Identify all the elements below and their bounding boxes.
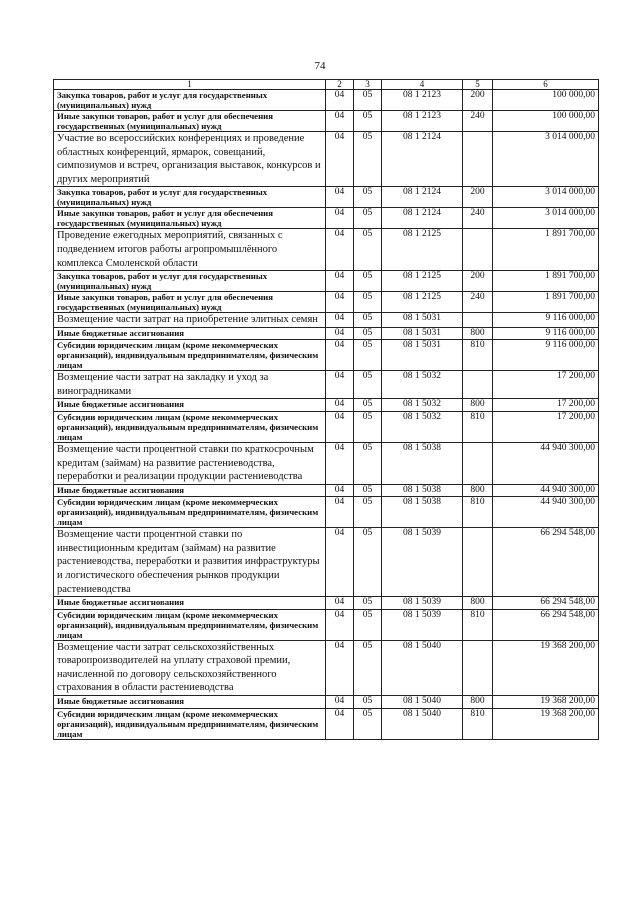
- section-code: 04: [326, 90, 354, 111]
- expense-name: Иные бюджетные ассигнования: [54, 484, 326, 497]
- expense-type-code: 810: [463, 708, 493, 739]
- expense-name: Субсидии юридическим лицам (кроме некоммерческих организаций), индивидуальным предпринимателям, физическим лицам: [54, 708, 326, 739]
- amount: 1 891 700,00: [493, 229, 599, 271]
- table-row: [54, 411, 599, 442]
- table-row: [54, 292, 599, 313]
- expense-name: Иные закупки товаров, работ и услуг для обеспечения государственных (муниципальных) нужд: [54, 111, 326, 132]
- amount: 66 294 548,00: [493, 609, 599, 640]
- amount: 19 368 200,00: [493, 696, 599, 709]
- expense-type-code: [463, 640, 493, 695]
- subsection-code: 05: [354, 640, 382, 695]
- expense-type-code: [463, 132, 493, 187]
- expense-name: Участие во всероссийских конференциях и проведение областных конференций, ярмарок, совещаний, симпозиумов и встреч, организация выставок, конкурсов и других мероприятий: [54, 132, 326, 187]
- subsection-code: 05: [354, 187, 382, 208]
- amount: 3 014 000,00: [493, 208, 599, 229]
- subsection-code: 05: [354, 340, 382, 371]
- section-code: 04: [326, 411, 354, 442]
- expense-type-code: 800: [463, 696, 493, 709]
- expense-name: Иные бюджетные ассигнования: [54, 597, 326, 610]
- column-header: 2: [326, 80, 354, 90]
- section-code: 04: [326, 132, 354, 187]
- table-row: [54, 442, 599, 484]
- target-article-code: 08 1 2125: [382, 271, 463, 292]
- section-code: 04: [326, 371, 354, 399]
- target-article-code: 08 1 2124: [382, 187, 463, 208]
- amount: 66 294 548,00: [493, 528, 599, 597]
- subsection-code: 05: [354, 90, 382, 111]
- table-row: [54, 111, 599, 132]
- subsection-code: 05: [354, 132, 382, 187]
- subsection-code: 05: [354, 371, 382, 399]
- subsection-code: 05: [354, 399, 382, 412]
- expense-type-code: 810: [463, 340, 493, 371]
- table-row: [54, 640, 599, 695]
- section-code: 04: [326, 442, 354, 484]
- subsection-code: 05: [354, 271, 382, 292]
- expense-name: Закупка товаров, работ и услуг для государственных (муниципальных) нужд: [54, 187, 326, 208]
- section-code: 04: [326, 313, 354, 328]
- section-code: 04: [326, 708, 354, 739]
- target-article-code: 08 1 5032: [382, 411, 463, 442]
- section-code: 04: [326, 327, 354, 340]
- target-article-code: 08 1 2124: [382, 132, 463, 187]
- target-article-code: 08 1 5040: [382, 640, 463, 695]
- subsection-code: 05: [354, 208, 382, 229]
- amount: 1 891 700,00: [493, 271, 599, 292]
- section-code: 04: [326, 597, 354, 610]
- amount: 17 200,00: [493, 399, 599, 412]
- table-row: [54, 229, 599, 271]
- subsection-code: 05: [354, 292, 382, 313]
- expense-name: Возмещение части затрат сельскохозяйственных товаропроизводителей на уплату страховой премии, начисленной по договору сельскохозяйственного страхования в области растениеводства: [54, 640, 326, 695]
- section-code: 04: [326, 187, 354, 208]
- expense-type-code: [463, 442, 493, 484]
- amount: 100 000,00: [493, 90, 599, 111]
- page-number: 74: [314, 60, 326, 72]
- column-header: 3: [354, 80, 382, 90]
- subsection-code: 05: [354, 111, 382, 132]
- expense-name: Закупка товаров, работ и услуг для государственных (муниципальных) нужд: [54, 90, 326, 111]
- section-code: 04: [326, 528, 354, 597]
- column-header: 6: [493, 80, 599, 90]
- expense-name: Иные бюджетные ассигнования: [54, 327, 326, 340]
- expense-type-code: 200: [463, 90, 493, 111]
- amount: 17 200,00: [493, 411, 599, 442]
- target-article-code: 08 1 5031: [382, 327, 463, 340]
- section-code: 04: [326, 497, 354, 528]
- target-article-code: 08 1 5040: [382, 696, 463, 709]
- target-article-code: 08 1 5031: [382, 340, 463, 371]
- expense-type-code: 810: [463, 609, 493, 640]
- budget-table: [53, 79, 599, 740]
- expense-type-code: 810: [463, 411, 493, 442]
- section-code: 04: [326, 640, 354, 695]
- table-row: [54, 340, 599, 371]
- expense-name: Иные закупки товаров, работ и услуг для обеспечения государственных (муниципальных) нужд: [54, 292, 326, 313]
- table-row: [54, 271, 599, 292]
- table-row: [54, 371, 599, 399]
- table-row: [54, 327, 599, 340]
- expense-type-code: 200: [463, 187, 493, 208]
- target-article-code: 08 1 2125: [382, 292, 463, 313]
- expense-type-code: 200: [463, 271, 493, 292]
- expense-type-code: [463, 371, 493, 399]
- subsection-code: 05: [354, 708, 382, 739]
- amount: 9 116 000,00: [493, 340, 599, 371]
- amount: 44 940 300,00: [493, 442, 599, 484]
- expense-name: Субсидии юридическим лицам (кроме некоммерческих организаций), индивидуальным предпринимателям, физическим лицам: [54, 340, 326, 371]
- table-row: [54, 497, 599, 528]
- table-row: [54, 208, 599, 229]
- table-row: [54, 484, 599, 497]
- expense-name: Иные бюджетные ассигнования: [54, 696, 326, 709]
- table-row: [54, 708, 599, 739]
- target-article-code: 08 1 2123: [382, 90, 463, 111]
- amount: 1 891 700,00: [493, 292, 599, 313]
- expense-name: Возмещение части процентной ставки по краткосрочным кредитам (займам) на развитие растениеводства, переработки и реализации продукции растениеводства: [54, 442, 326, 484]
- subsection-code: 05: [354, 597, 382, 610]
- column-header: 4: [382, 80, 463, 90]
- amount: 9 116 000,00: [493, 327, 599, 340]
- expense-type-code: 800: [463, 399, 493, 412]
- target-article-code: 08 1 5040: [382, 708, 463, 739]
- target-article-code: 08 1 5039: [382, 609, 463, 640]
- expense-type-code: 240: [463, 292, 493, 313]
- subsection-code: 05: [354, 313, 382, 328]
- target-article-code: 08 1 2124: [382, 208, 463, 229]
- section-code: 04: [326, 696, 354, 709]
- table-header-row: [54, 80, 599, 90]
- expense-type-code: [463, 313, 493, 328]
- target-article-code: 08 1 5039: [382, 597, 463, 610]
- subsection-code: 05: [354, 411, 382, 442]
- subsection-code: 05: [354, 327, 382, 340]
- amount: 44 940 300,00: [493, 484, 599, 497]
- subsection-code: 05: [354, 528, 382, 597]
- target-article-code: 08 1 5031: [382, 313, 463, 328]
- amount: 3 014 000,00: [493, 187, 599, 208]
- target-article-code: 08 1 5038: [382, 442, 463, 484]
- column-header: 5: [463, 80, 493, 90]
- target-article-code: 08 1 5032: [382, 399, 463, 412]
- expense-name: Субсидии юридическим лицам (кроме некоммерческих организаций), индивидуальным предпринимателям, физическим лицам: [54, 411, 326, 442]
- expense-name: Иные закупки товаров, работ и услуг для обеспечения государственных (муниципальных) нужд: [54, 208, 326, 229]
- column-header: 1: [54, 80, 326, 90]
- section-code: 04: [326, 609, 354, 640]
- target-article-code: 08 1 5038: [382, 484, 463, 497]
- amount: 19 368 200,00: [493, 640, 599, 695]
- subsection-code: 05: [354, 442, 382, 484]
- expense-name: Возмещение части затрат на приобретение элитных семян: [54, 313, 326, 328]
- expense-type-code: 240: [463, 111, 493, 132]
- table-row: [54, 399, 599, 412]
- expense-type-code: 800: [463, 484, 493, 497]
- section-code: 04: [326, 271, 354, 292]
- expense-type-code: 800: [463, 327, 493, 340]
- amount: 44 940 300,00: [493, 497, 599, 528]
- table-row: [54, 528, 599, 597]
- section-code: 04: [326, 208, 354, 229]
- section-code: 04: [326, 399, 354, 412]
- table-row: [54, 90, 599, 111]
- expense-name: Возмещение части процентной ставки по инвестиционным кредитам (займам) на развитие растениеводства, переработки и развития инфраструктуры и логистического обеспечения рынков продукции растениеводства: [54, 528, 326, 597]
- amount: 17 200,00: [493, 371, 599, 399]
- section-code: 04: [326, 292, 354, 313]
- target-article-code: 08 1 5038: [382, 497, 463, 528]
- amount: 66 294 548,00: [493, 597, 599, 610]
- expense-type-code: 240: [463, 208, 493, 229]
- expense-name: Возмещение части затрат на закладку и уход за виноградниками: [54, 371, 326, 399]
- expense-type-code: [463, 528, 493, 597]
- subsection-code: 05: [354, 609, 382, 640]
- table-row: [54, 609, 599, 640]
- expense-name: Субсидии юридическим лицам (кроме некоммерческих организаций), индивидуальным предпринимателям, физическим лицам: [54, 497, 326, 528]
- expense-name: Закупка товаров, работ и услуг для государственных (муниципальных) нужд: [54, 271, 326, 292]
- table-row: [54, 696, 599, 709]
- section-code: 04: [326, 484, 354, 497]
- table-row: [54, 597, 599, 610]
- subsection-code: 05: [354, 484, 382, 497]
- expense-name: Проведение ежегодных мероприятий, связанных с подведением итогов работы агропромышлённого комплекса Смоленской области: [54, 229, 326, 271]
- amount: 19 368 200,00: [493, 708, 599, 739]
- target-article-code: 08 1 2123: [382, 111, 463, 132]
- subsection-code: 05: [354, 497, 382, 528]
- amount: 100 000,00: [493, 111, 599, 132]
- amount: 3 014 000,00: [493, 132, 599, 187]
- expense-name: Субсидии юридическим лицам (кроме некоммерческих организаций), индивидуальным предпринимателям, физическим лицам: [54, 609, 326, 640]
- section-code: 04: [326, 340, 354, 371]
- target-article-code: 08 1 2125: [382, 229, 463, 271]
- target-article-code: 08 1 5039: [382, 528, 463, 597]
- subsection-code: 05: [354, 696, 382, 709]
- table-row: [54, 132, 599, 187]
- expense-type-code: 800: [463, 597, 493, 610]
- expense-type-code: 810: [463, 497, 493, 528]
- expense-type-code: [463, 229, 493, 271]
- table-row: [54, 187, 599, 208]
- expense-name: Иные бюджетные ассигнования: [54, 399, 326, 412]
- subsection-code: 05: [354, 229, 382, 271]
- table-row: [54, 313, 599, 328]
- amount: 9 116 000,00: [493, 313, 599, 328]
- target-article-code: 08 1 5032: [382, 371, 463, 399]
- section-code: 04: [326, 229, 354, 271]
- section-code: 04: [326, 111, 354, 132]
